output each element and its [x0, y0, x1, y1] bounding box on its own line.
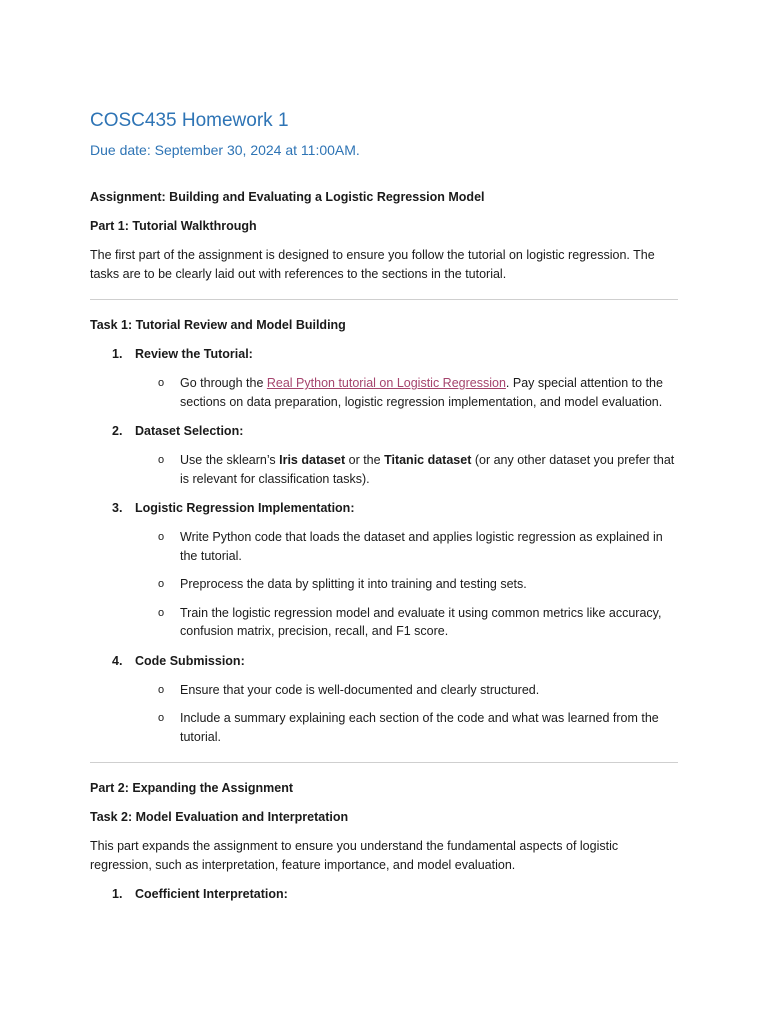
part1-heading: Part 1: Tutorial Walkthrough	[90, 219, 257, 233]
bullet-marker: o	[158, 377, 165, 389]
bullet-marker: o	[158, 578, 165, 590]
bullet-text: Write Python code that loads the dataset and applies logistic regression as explained in the tutorial.	[180, 530, 663, 563]
item-title: Dataset Selection:	[135, 424, 244, 438]
document-content	[90, 108, 678, 914]
sub-bullet-list	[90, 374, 678, 411]
item-title: Logistic Regression Implementation:	[135, 501, 355, 515]
part2-intro: This part expands the assignment to ensure you understand the fundamental aspects of logistic regression, such as interpretation, feature importance, and model evaluation.	[90, 839, 619, 872]
task2-heading: Task 2: Model Evaluation and Interpretation	[90, 810, 349, 824]
task1-item-submission	[90, 652, 678, 747]
bullet-text: Preprocess the data by splitting it into training and testing sets.	[180, 577, 527, 591]
part2-heading: Part 2: Expanding the Assignment	[90, 781, 294, 795]
bullet-text-mid: or the	[345, 453, 385, 467]
sub-bullet-list	[90, 528, 678, 641]
document-title: COSC435 Homework 1	[90, 110, 289, 131]
sub-bullet-list	[90, 451, 678, 488]
bullet-text: Include a summary explaining each section of the code and what was learned from the tutorial.	[180, 711, 659, 744]
sub-bullet	[90, 451, 678, 488]
task2-item-coefficient	[90, 885, 678, 903]
item-number: 1.	[112, 887, 123, 901]
due-date: Due date: September 30, 2024 at 11:00AM.	[90, 142, 360, 158]
task1-item-review	[90, 345, 678, 411]
bullet-marker: o	[158, 683, 165, 696]
bullet-marker: o	[158, 712, 165, 724]
item-title: Code Submission:	[135, 653, 245, 668]
item-number: 1.	[112, 347, 123, 361]
task1-heading: Task 1: Tutorial Review and Model Building	[90, 318, 346, 332]
assignment-heading: Assignment: Building and Evaluating a Logistic Regression Model	[90, 190, 485, 204]
task1-item-dataset	[90, 422, 678, 488]
sub-bullet	[90, 604, 678, 641]
titanic-dataset-text: Titanic dataset	[384, 453, 472, 467]
sub-bullet	[90, 528, 678, 565]
bullet-text: Ensure that your code is well-documented and clearly structured.	[180, 682, 540, 697]
bullet-text-pre: Go through the	[180, 376, 267, 390]
sub-bullet	[90, 681, 678, 700]
iris-dataset-text: Iris dataset	[279, 453, 346, 467]
sub-bullet	[90, 575, 678, 594]
bullet-marker: o	[158, 454, 165, 466]
part1-intro: The first part of the assignment is designed to ensure you follow the tutorial on logistic regression. The tasks are to be clearly laid out with references to the sections in the tutorial.	[90, 248, 655, 281]
item-title: Review the Tutorial:	[135, 347, 253, 361]
horizontal-divider	[90, 762, 678, 763]
item-number: 4.	[112, 653, 123, 668]
tutorial-link[interactable]: Real Python tutorial on Logistic Regression	[266, 376, 506, 390]
task1-item-implementation	[90, 499, 678, 641]
task2-list	[90, 885, 678, 903]
item-number: 2.	[112, 424, 123, 438]
item-number: 3.	[112, 501, 123, 515]
bullet-marker: o	[158, 606, 165, 619]
sub-bullet	[90, 709, 678, 746]
bullet-text: Train the logistic regression model and evaluate it using common metrics like accuracy, confusion matrix, precision, recall, and F1 score.	[180, 605, 662, 638]
sub-bullet-list	[90, 681, 678, 747]
bullet-text-post: (or any other dataset you prefer that is relevant for classification tasks).	[180, 453, 675, 486]
bullet-text-post: . Pay special attention to the sections on data preparation, logistic regression implementation, and model evaluation.	[180, 376, 663, 409]
task1-list	[90, 345, 678, 746]
horizontal-divider	[90, 299, 678, 300]
sub-bullet	[90, 374, 678, 411]
bullet-marker: o	[158, 531, 165, 543]
bullet-text-pre: Use the sklearn’s	[180, 453, 280, 467]
item-title: Coefficient Interpretation:	[135, 887, 288, 901]
